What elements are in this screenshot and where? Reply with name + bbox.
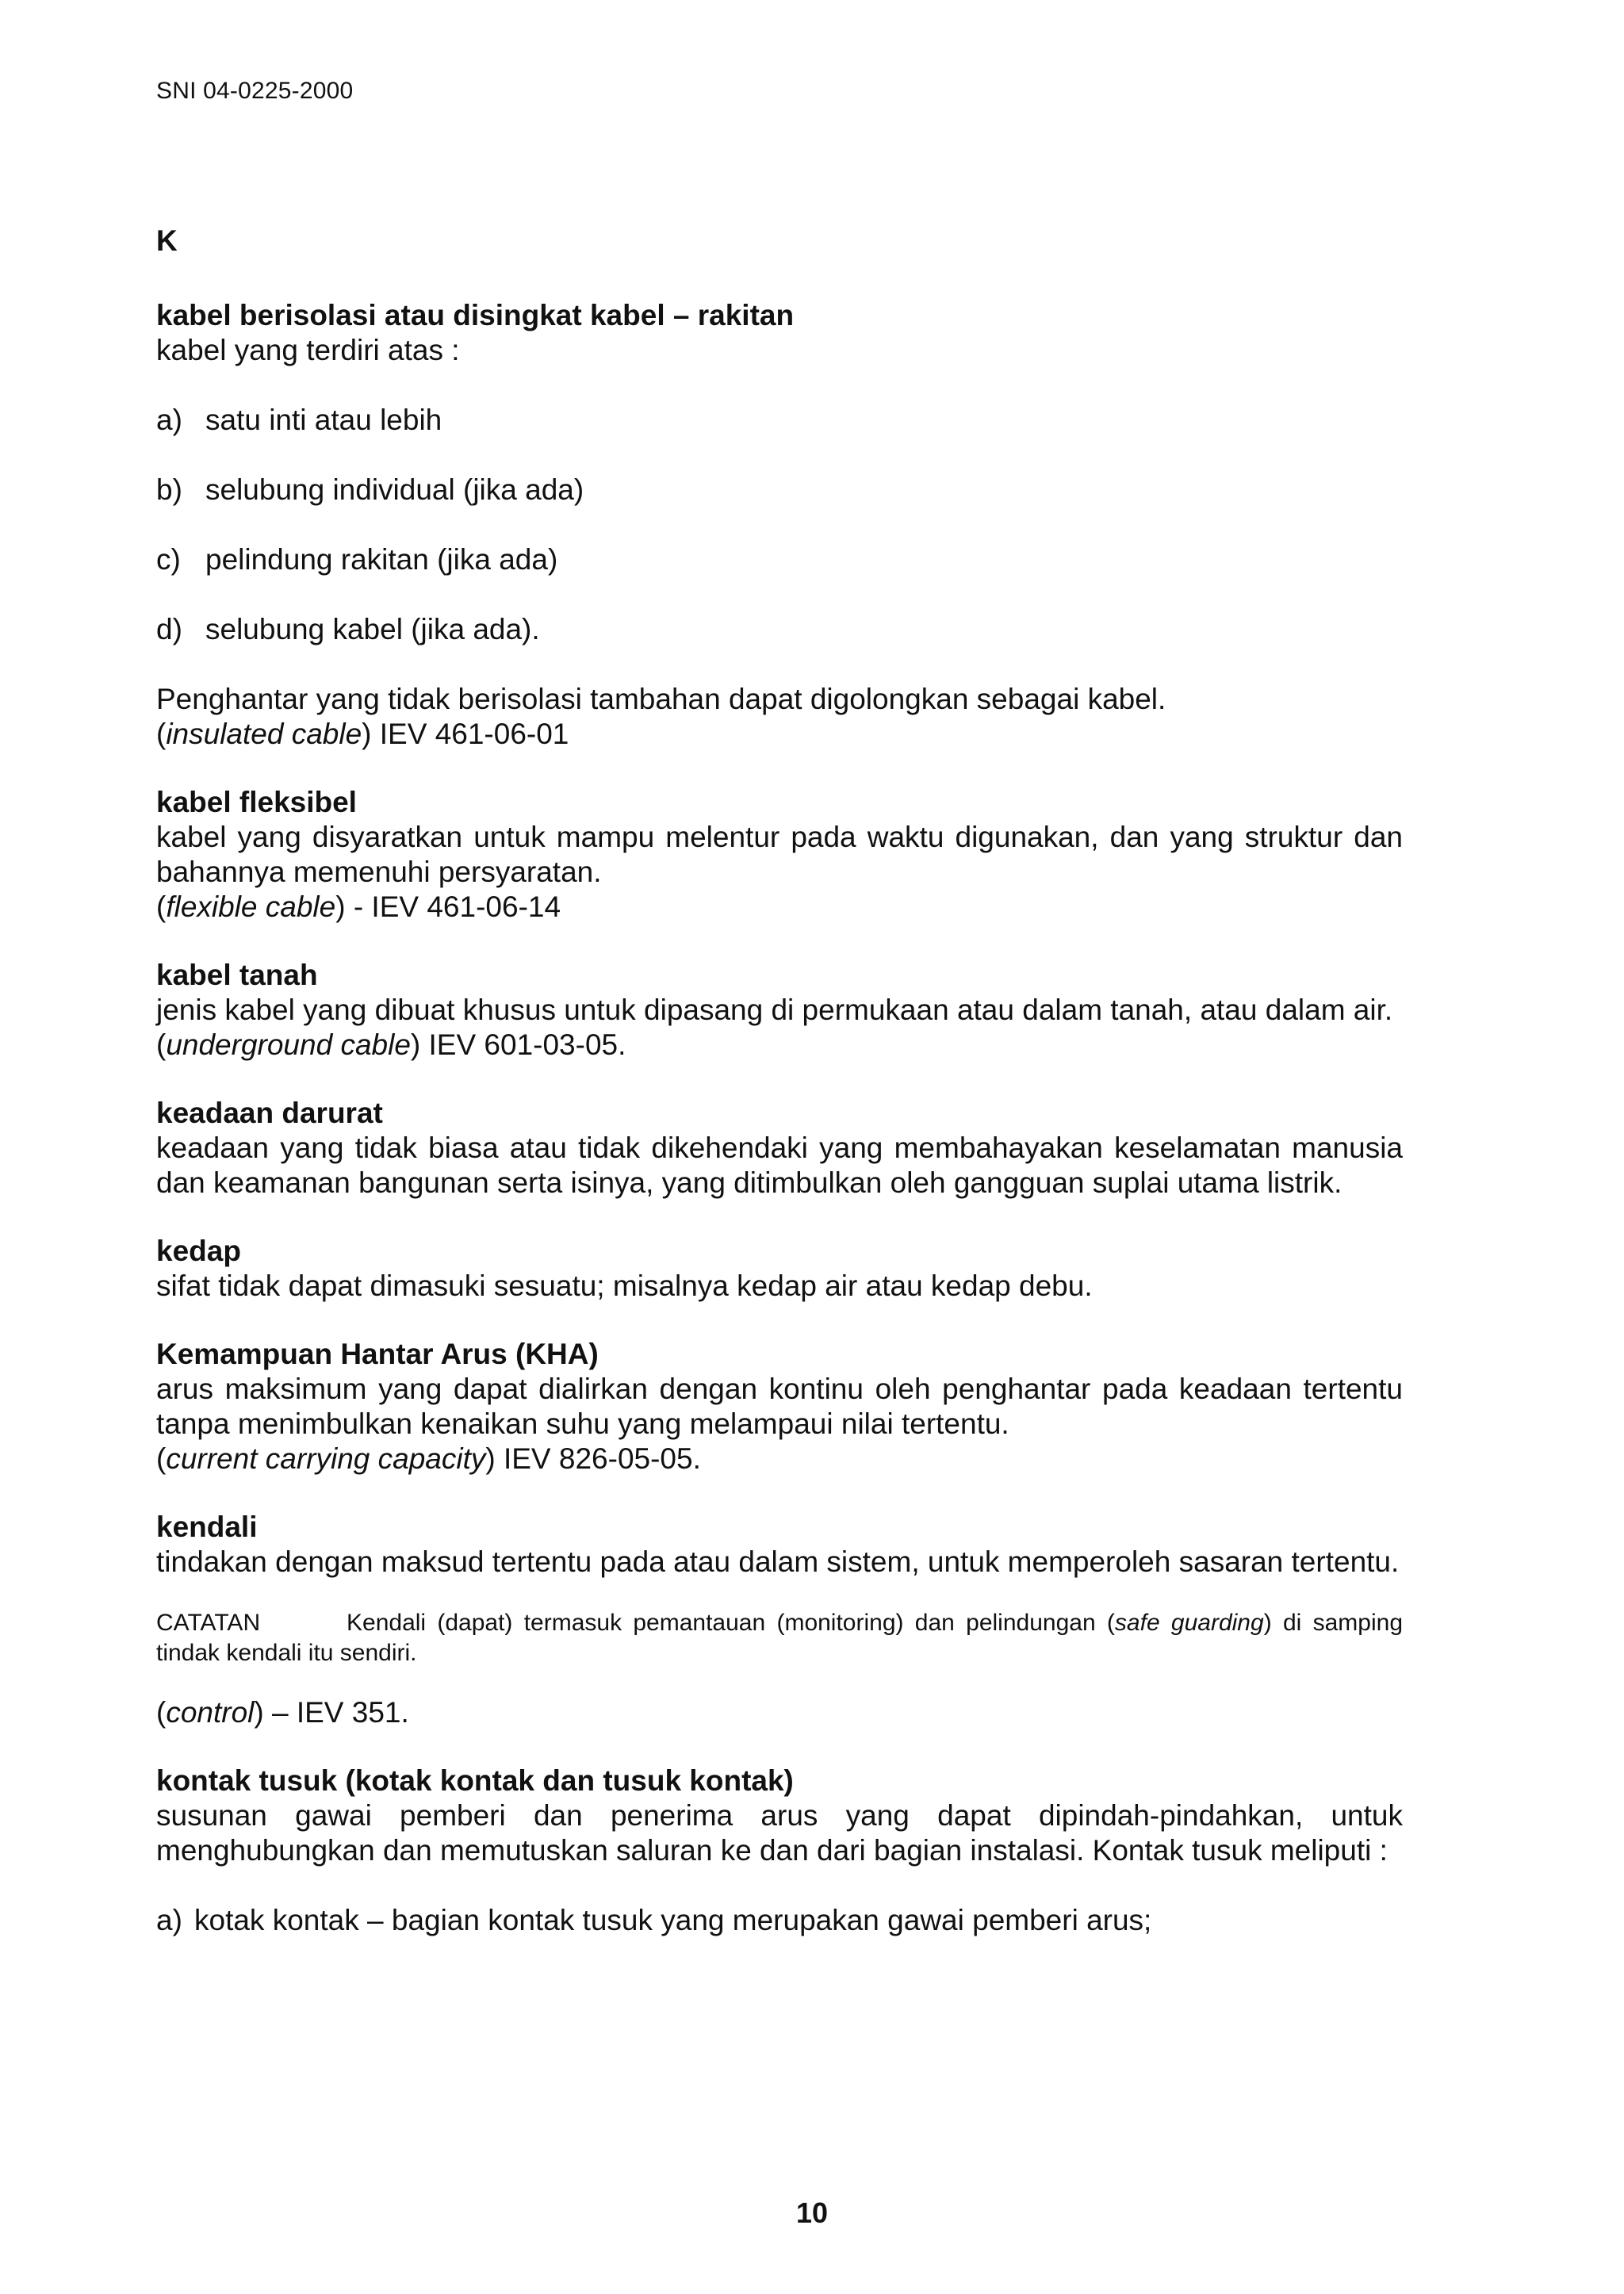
- ref-english-term: control: [166, 1696, 255, 1729]
- ref-code: ) - IEV 461-06-14: [335, 890, 561, 923]
- list-item: [156, 473, 1403, 507]
- ref-open: (: [156, 1442, 167, 1475]
- term-definition: keadaan yang tidak biasa atau tidak dikehendaki yang membahayakan keselamatan manusia dan keamanan bangunan serta isinya, yang ditimbulkan oleh gangguan suplai utama listrik.: [156, 1132, 1403, 1199]
- entry-kabel-berisolasi: [156, 298, 1403, 368]
- ref-code: ) IEV 601-03-05.: [410, 1028, 626, 1061]
- term-heading: kendali: [156, 1511, 258, 1543]
- list-text: pelindung rakitan (jika ada): [205, 543, 558, 576]
- ref-english-term: underground cable: [166, 1028, 411, 1061]
- term-definition: arus maksimum yang dapat dialirkan dengan kontinu oleh penghantar pada keadaan tertentu tanpa menimbulkan kenaikan suhu yang melampaui nilai tertentu.: [156, 1373, 1403, 1440]
- entry-kemampuan-hantar-arus: [156, 1337, 1403, 1476]
- term-heading: kabel berisolasi atau disingkat kabel – rakitan: [156, 299, 795, 331]
- ref-english-term: flexible cable: [166, 890, 336, 923]
- term-definition: kabel yang terdiri atas :: [156, 334, 460, 366]
- term-heading: kabel fleksibel: [156, 786, 357, 818]
- term-definition: jenis kabel yang dibuat khusus untuk dipasang di permukaan atau dalam tanah, atau dalam air.: [156, 994, 1393, 1026]
- entry-kabel-berisolasi-extra: [156, 682, 1403, 752]
- glossary-content: [156, 224, 1403, 1973]
- iev-reference: [156, 890, 1403, 925]
- page-number: 10: [795, 2196, 829, 2229]
- ref-code: ) IEV 461-06-01: [362, 718, 569, 750]
- entry-kedap: [156, 1234, 1403, 1304]
- note-italic-term: safe guarding: [1114, 1610, 1264, 1636]
- term-definition: kabel yang disyaratkan untuk mampu melentur pada waktu digunakan, dan yang struktur dan bahannya memenuhi persyaratan.: [156, 821, 1403, 888]
- iev-reference: [156, 1695, 1403, 1730]
- entry-keadaan-darurat: [156, 1096, 1403, 1201]
- ref-code: ) IEV 826-05-05.: [485, 1442, 701, 1475]
- ref-english-term: current carrying capacity: [166, 1442, 486, 1475]
- term-heading: kabel tanah: [156, 959, 318, 991]
- list-text: kotak kontak – bagian kontak tusuk yang merupakan gawai pemberi arus;: [194, 1904, 1152, 1936]
- entry-kontak-tusuk: [156, 1764, 1403, 1868]
- list-marker: c): [156, 543, 181, 576]
- list-item: [156, 612, 1403, 647]
- list-marker: a): [156, 404, 182, 436]
- extra-text: Penghantar yang tidak berisolasi tambahan dapat digolongkan sebagai kabel.: [156, 683, 1166, 715]
- term-definition: susunan gawai pemberi dan penerima arus yang dapat dipindah-pindahkan, untuk menghubungkan dan memutuskan saluran ke dan dari bagian instalasi. Kontak tusuk meliputi :: [156, 1799, 1403, 1867]
- iev-reference: [156, 1028, 1403, 1063]
- list-marker: d): [156, 613, 182, 645]
- list-text: selubung kabel (jika ada).: [205, 613, 540, 645]
- term-heading: Kemampuan Hantar Arus (KHA): [156, 1338, 599, 1370]
- ref-code: ) – IEV 351.: [254, 1696, 409, 1729]
- list-item: [156, 542, 1403, 577]
- ref-english-term: insulated cable: [166, 718, 362, 750]
- ref-open: (: [156, 890, 167, 923]
- list-item: [156, 1903, 1403, 1938]
- term-heading: kedap: [156, 1235, 241, 1267]
- note-text: Kendali (dapat) termasuk pemantauan (monitoring) dan pelindungan (: [347, 1610, 1115, 1636]
- ref-open: (: [156, 718, 167, 750]
- document-code: SNI 04-0225-2000: [156, 78, 354, 104]
- term-heading: kontak tusuk (kotak kontak dan tusuk kontak): [156, 1764, 794, 1797]
- entry-kabel-fleksibel: [156, 785, 1403, 925]
- term-definition: tindakan dengan maksud tertentu pada atau dalam sistem, untuk memperoleh sasaran tertentu.: [156, 1545, 1400, 1578]
- list-text: satu inti atau lebih: [205, 404, 442, 436]
- note-catatan: [156, 1608, 1403, 1668]
- note-label: CATATAN: [156, 1610, 261, 1636]
- list-item: [156, 403, 1403, 438]
- note-text-end: ) di samping tindak kendali itu sendiri.: [156, 1610, 1404, 1666]
- entry-kendali-ref: [156, 1695, 1403, 1730]
- ref-open: (: [156, 1696, 167, 1729]
- iev-reference: [156, 1442, 1403, 1476]
- list-marker: a): [156, 1904, 182, 1936]
- section-letter: K: [156, 224, 178, 257]
- term-heading: keadaan darurat: [156, 1097, 383, 1129]
- ref-open: (: [156, 1028, 167, 1061]
- term-definition: sifat tidak dapat dimasuki sesuatu; misalnya kedap air atau kedap debu.: [156, 1270, 1093, 1302]
- entry-kendali: [156, 1510, 1403, 1580]
- entry-kabel-tanah: [156, 958, 1403, 1063]
- list-text: selubung individual (jika ada): [205, 473, 584, 506]
- iev-reference: [156, 717, 1403, 752]
- list-marker: b): [156, 473, 182, 506]
